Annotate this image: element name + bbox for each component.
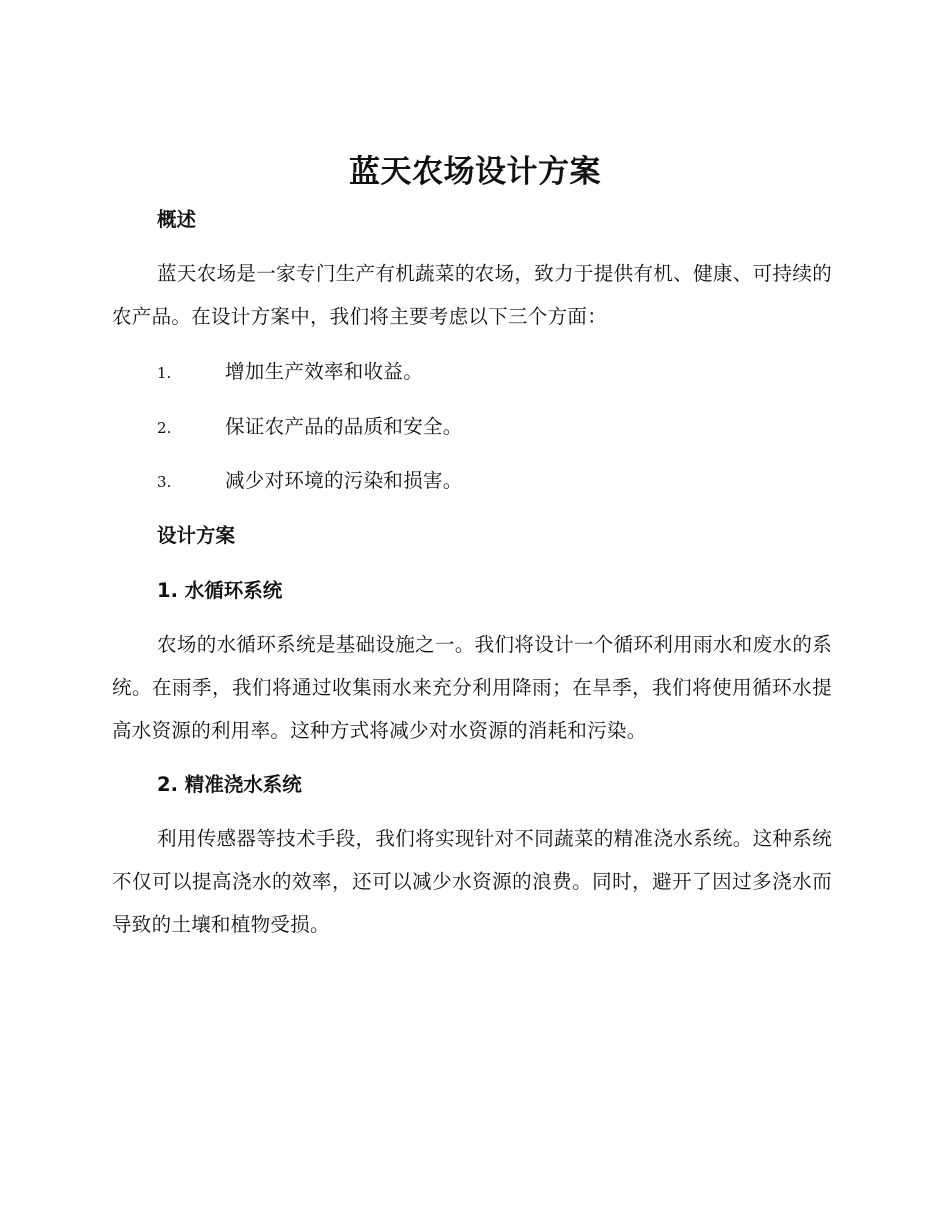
list-item-number: 3.	[157, 473, 172, 491]
list-item-number: 2.	[157, 419, 172, 437]
list-item-text: 增加生产效率和收益。	[225, 360, 424, 383]
section1-heading: 1. 水循环系统	[157, 579, 283, 602]
design-heading: 设计方案	[157, 524, 236, 547]
overview-paragraph: 蓝天农场是一家专门生产有机蔬菜的农场，致力于提供有机、健康、可持续的农产品。在设计方案中，我们将主要考虑以下三个方面：	[112, 262, 832, 328]
list-item	[157, 358, 423, 387]
section2-paragraph: 利用传感器等技术手段，我们将实现针对不同蔬菜的精准浇水系统。这种系统不仅可以提高浇水的效率，还可以减少水资源的浪费。同时，避开了因过多浇水而导致的土壤和植物受损。	[112, 827, 832, 936]
list-item-number: 1.	[157, 364, 172, 382]
list-item-text: 减少对环境的污染和损害。	[225, 469, 463, 492]
list-item	[157, 413, 463, 442]
section1-paragraph: 农场的水循环系统是基础设施之一。我们将设计一个循环利用雨水和废水的系统。在雨季，我们将通过收集雨水来充分利用降雨；在旱季，我们将使用循环水提高水资源的利用率。这种方式将减少对水资源的消耗和污染。	[112, 633, 832, 742]
list-item	[157, 467, 463, 496]
section2-heading: 2. 精准浇水系统	[157, 773, 302, 796]
document-title: 蓝天农场设计方案	[349, 154, 601, 190]
list-item-text: 保证农产品的品质和安全。	[225, 415, 463, 438]
overview-heading: 概述	[157, 208, 197, 231]
